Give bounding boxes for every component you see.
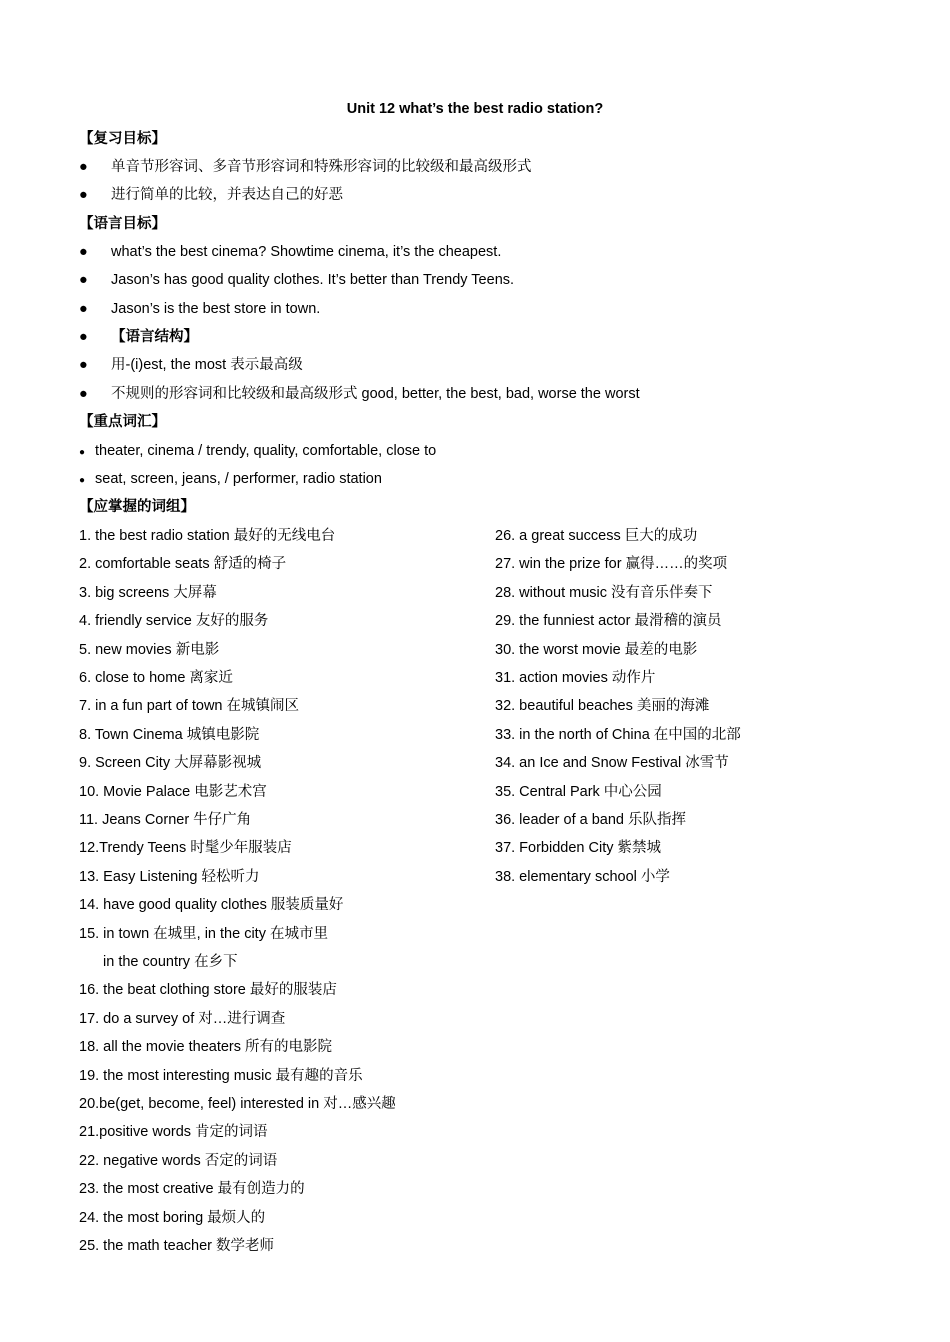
phrase-item: 35. Central Park 中心公园 — [495, 783, 662, 800]
language-item — [79, 242, 501, 262]
language-goals-heading: 【语言目标】 — [79, 216, 166, 232]
key-vocabulary-heading: 【重点词汇】 — [79, 414, 166, 430]
phrase-item: 4. friendly service 友好的服务 — [79, 613, 269, 630]
bullet-icon: ● — [79, 272, 88, 288]
language-item — [79, 270, 514, 290]
bullet-icon: ● — [79, 475, 86, 486]
phrase-item: 23. the most creative 最有创造力的 — [79, 1181, 305, 1198]
phrase-item: 2. comfortable seats 舒适的椅子 — [79, 556, 287, 573]
vocab-item — [79, 469, 382, 489]
document-title: Unit 12 what’s the best radio station? — [346, 101, 604, 117]
phrase-item: 9. Screen City 大屏幕影视城 — [79, 755, 262, 772]
phrase-item: 32. beautiful beaches 美丽的海滩 — [495, 698, 710, 715]
phrase-item: 24. the most boring 最烦人的 — [79, 1209, 266, 1226]
phrase-item: 1. the best radio station 最好的无线电台 — [79, 528, 336, 544]
phrase-item: 38. elementary school 小学 — [495, 868, 670, 885]
review-item-text: 单音节形容词、多音节形容词和特殊形容词的比较级和最高级形式 — [111, 159, 532, 175]
phrase-item: 34. an Ice and Snow Festival 冰雪节 — [495, 755, 729, 772]
phrase-item: in the country 在乡下 — [103, 954, 238, 970]
phrase-item: 33. in the north of China 在中国的北部 — [495, 726, 741, 743]
vocab-item — [79, 441, 436, 461]
phrase-item: 11. Jeans Corner 牛仔广角 — [79, 812, 252, 828]
phrase-item: 30. the worst movie 最差的电影 — [495, 641, 698, 658]
phrase-item: 29. the funniest actor 最滑稽的演员 — [495, 613, 722, 630]
phrases-heading: 【应掌握的词组】 — [79, 499, 195, 515]
language-item-text: Jason’s is the best store in town. — [111, 301, 321, 317]
phrase-item: 27. win the prize for 赢得……的奖项 — [495, 556, 728, 573]
vocab-item-text: theater, cinema / trendy, quality, comfortable, close to — [95, 443, 437, 459]
structure-item-text: 不规则的形容词和比较级和最高级形式 good, better, the best, bad, worse the worst — [111, 386, 640, 402]
language-item — [79, 299, 320, 319]
language-item-text: Jason’s has good quality clothes. It’s better than Trendy Teens. — [111, 272, 515, 288]
phrase-item: 19. the most interesting music 最有趣的音乐 — [79, 1067, 363, 1084]
phrase-item: 17. do a survey of 对…进行调查 — [79, 1010, 286, 1027]
phrase-item: 7. in a fun part of town 在城镇闹区 — [79, 698, 300, 715]
phrase-item: 14. have good quality clothes 服装质量好 — [79, 897, 344, 914]
phrase-item: 36. leader of a band 乐队指挥 — [495, 812, 687, 828]
phrase-item: 10. Movie Palace 电影艺术宫 — [79, 783, 267, 800]
phrase-item: 22. negative words 否定的词语 — [79, 1152, 278, 1169]
structure-item-text: 用-(i)est, the most 表示最高级 — [111, 357, 303, 373]
review-item-text: 进行简单的比较，并表达自己的好恶 — [111, 187, 343, 203]
bullet-icon: ● — [79, 159, 88, 175]
bullet-icon: ● — [79, 447, 86, 458]
phrase-item: 15. in town 在城里, in the city 在城市里 — [79, 925, 328, 942]
bullet-icon: ● — [79, 187, 88, 203]
phrase-item: 25. the math teacher 数学老师 — [79, 1238, 275, 1254]
vocab-item-text: seat, screen, jeans, / performer, radio station — [95, 471, 382, 487]
bullet-icon: ● — [79, 244, 88, 260]
phrase-item: 6. close to home 离家近 — [79, 670, 233, 686]
phrase-item: 20.be(get, become, feel) interested in 对…感兴趣 — [79, 1096, 396, 1112]
phrase-item: 3. big screens 大屏幕 — [79, 584, 217, 601]
language-structure-heading — [79, 327, 198, 347]
bullet-icon: ● — [79, 301, 88, 317]
phrase-item: 18. all the movie theaters 所有的电影院 — [79, 1039, 333, 1056]
review-item — [79, 185, 343, 205]
bullet-icon: ● — [79, 329, 88, 345]
phrase-item: 21.positive words 肯定的词语 — [79, 1124, 268, 1141]
phrase-item: 28. without music 没有音乐伴奏下 — [495, 584, 713, 601]
bullet-icon: ● — [79, 386, 88, 402]
phrase-item: 16. the beat clothing store 最好的服装店 — [79, 982, 337, 999]
review-item — [79, 157, 532, 177]
structure-item — [79, 355, 303, 375]
phrase-item: 5. new movies 新电影 — [79, 641, 220, 658]
phrase-item: 13. Easy Listening 轻松听力 — [79, 868, 260, 885]
review-goals-heading: 【复习目标】 — [79, 131, 166, 147]
phrase-item: 8. Town Cinema 城镇电影院 — [79, 726, 260, 743]
bullet-icon: ● — [79, 357, 88, 373]
phrase-item: 37. Forbidden City 紫禁城 — [495, 840, 662, 857]
phrase-item: 12.Trendy Teens 时髦少年服装店 — [79, 840, 292, 857]
language-item-text: what’s the best cinema? Showtime cinema, it’s the cheapest. — [111, 244, 502, 260]
phrase-item: 26. a great success 巨大的成功 — [495, 528, 698, 544]
phrase-item: 31. action movies 动作片 — [495, 670, 656, 686]
structure-item — [79, 384, 640, 404]
language-structure-heading-text: 【语言结构】 — [111, 329, 198, 345]
